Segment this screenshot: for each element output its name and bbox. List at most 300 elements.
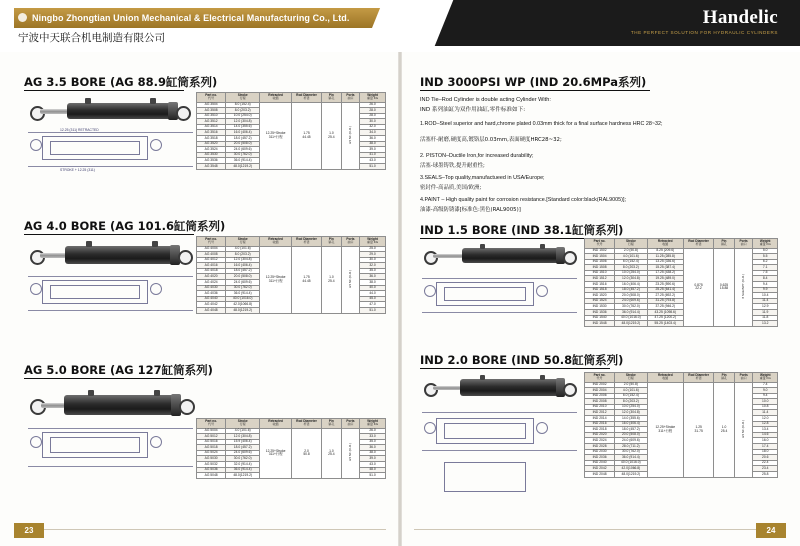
cell-stroke: 16.0 (406.4) — [226, 263, 260, 269]
cell-stroke: 32.0 (914.4) — [226, 462, 260, 468]
drawing-dim-line — [28, 428, 193, 429]
drawing-dim-line — [28, 276, 193, 277]
company-name-cn: 宁波中天联合机电制造有限公司 — [18, 32, 165, 44]
piston-rod — [433, 254, 463, 258]
cell-part-no: IND 2030 — [585, 449, 615, 455]
intro-item-3-cn: 密封件-高品质,美国/欧洲; — [420, 185, 482, 191]
cell-weight: 40.0 — [360, 285, 386, 291]
th-rod-diameter: Rod Diameter 杆径 — [292, 237, 322, 247]
cell-part-no: IND 1516 — [585, 282, 615, 288]
cell-weight: 38.0 — [360, 450, 386, 456]
cell-stroke: 12.0 (304.8) — [615, 276, 648, 282]
cell-part-no: AG 3516 — [197, 130, 226, 136]
cell-part-no: IND 2018 — [585, 427, 615, 433]
table-header-row — [585, 239, 778, 249]
cylinder-barrel — [64, 395, 176, 415]
cell-rod-diameter: 1.75 44.45 — [292, 246, 322, 313]
cell-weight: 16.0 — [753, 438, 778, 444]
drawing-section-view — [444, 462, 526, 492]
base-eye-icon — [178, 250, 193, 265]
cell-stroke: 36.0 (914.4) — [226, 158, 260, 164]
port-b — [154, 390, 160, 396]
cell-weight: 25.8 — [753, 472, 778, 478]
cell-stroke: 20.0 (508.0) — [226, 274, 260, 280]
cell-part-no: AG 4012 — [197, 257, 226, 263]
section-rule-ind3000 — [420, 90, 650, 91]
cell-stroke: 16.0 (406.4) — [615, 421, 647, 427]
cell-weight: 35.0 — [360, 439, 386, 445]
intro-item-4-cn: 油漆-高级防锈漆[标准色:黑色(RAL9005)] — [420, 207, 521, 213]
cell-weight: 20.6 — [753, 455, 778, 461]
cell-part-no: AG 4024 — [197, 280, 226, 286]
th-stroke: Stroke 行程 — [226, 237, 260, 247]
cell-weight: 36.0 — [360, 274, 386, 280]
table-body-ind15 — [585, 248, 778, 326]
brand-tagline: THE PERFECT SOLUTION FOR HYDRAULIC CYLINDERS — [630, 30, 778, 35]
cell-part-no: AG 5012 — [197, 434, 226, 440]
cell-weight: 47.0 — [360, 302, 386, 308]
cell-stroke: 8.0 (203.2) — [226, 252, 260, 258]
cell-stroke: 42.0(1066.8) — [226, 302, 260, 308]
cell-retracted: 31.25 (793.8) — [647, 298, 683, 304]
cell-weight: 11.8 — [753, 315, 778, 321]
spec-table-ag40 — [196, 236, 386, 314]
cell-part-no: AG 3510 — [197, 113, 226, 119]
cell-part-no: AG 4016 — [197, 263, 226, 269]
port-b — [540, 244, 545, 249]
drawing-outline-inner — [50, 437, 140, 453]
cell-stroke: 24.0 (609.6) — [615, 298, 648, 304]
cell-weight: 48.0 — [360, 467, 386, 473]
cell-stroke: 48.0(1219.2) — [615, 321, 648, 327]
th-rod-diameter: Rod Diameter 杆径 — [292, 419, 322, 429]
cylinder-illustration-ag35 — [30, 98, 190, 124]
cell-stroke: 24.0 (609.6) — [615, 438, 647, 444]
cell-weight: 36.0 — [360, 136, 386, 142]
cell-stroke: 48.0(1219.2) — [226, 164, 260, 170]
drawing-eye-circle-2 — [536, 285, 548, 297]
cell-stroke: 24.0 (609.6) — [226, 280, 260, 286]
section-title-ind15: IND 1.5 BORE (IND 38.1缸筒系列) — [420, 223, 624, 237]
section-title-ind20: IND 2.0 BORE (IND 50.8缸筒系列) — [420, 353, 624, 367]
drawing-eye-circle — [30, 436, 42, 448]
cell-retracted: 19.25 (489.0) — [647, 276, 683, 282]
cell-part-no: IND 1512 — [585, 276, 615, 282]
th-pin: Pin 销孔 — [714, 373, 734, 383]
cell-stroke: 12.0 (304.8) — [615, 410, 647, 416]
drawing-dim-line-2 — [422, 450, 577, 451]
drawing-dim-line — [422, 278, 577, 279]
intro-item-2-en: 2. PISTON–Ductile Iron,for increased durability; — [420, 153, 534, 159]
cell-stroke: 48.0(1219.2) — [615, 472, 647, 478]
cell-weight: 51.0 — [360, 308, 386, 314]
th-ports: Ports 油口 — [734, 373, 753, 383]
cell-part-no: AG 5048 — [197, 473, 226, 479]
cell-part-no: AG 5036 — [197, 467, 226, 473]
cylinder-illustration-ag40 — [30, 242, 190, 268]
th-part-no: Part no. 代号 — [197, 419, 226, 429]
cell-weight: 7.1 — [753, 265, 778, 271]
cell-weight: 5.5 — [753, 254, 778, 260]
cell-weight: 9.4 — [753, 393, 778, 399]
cell-stroke: 40.0 (1016.0) — [226, 296, 260, 302]
cell-weight: 5.0 — [753, 248, 778, 254]
cell-stroke: 20.0 (508.0) — [226, 141, 260, 147]
cell-weight: 7.4 — [753, 382, 778, 388]
cell-weight: 43.0 — [360, 158, 386, 164]
cell-pin: 1.0 25.4 — [321, 246, 341, 313]
cell-part-no: IND 2014 — [585, 416, 615, 422]
cell-weight: 39.0 — [360, 456, 386, 462]
cell-weight: 10.4 — [753, 293, 778, 299]
th-weight: Weight 重量 KG — [753, 373, 778, 383]
spec-table-ind15 — [584, 238, 778, 327]
cell-stroke: 8.0 (203.2) — [226, 108, 260, 114]
cell-weight: 28.0 — [360, 113, 386, 119]
cell-stroke: 8.0 (203.2) — [615, 265, 648, 271]
cell-stroke: 8.0 (152.4) — [226, 102, 260, 108]
cell-retracted: 15.25 (387.4) — [647, 265, 683, 271]
cell-stroke: 12.0 (304.8) — [226, 119, 260, 125]
cell-part-no: IND 2006 — [585, 393, 615, 399]
spec-table-ag50 — [196, 418, 386, 479]
cell-stroke: 36.0 (914.4) — [226, 291, 260, 297]
cell-part-no: IND 2042 — [585, 466, 615, 472]
intro-item-2-cn: 活塞-球墨铸铁,提升耐重性; — [420, 163, 485, 169]
cell-weight: 45.0 — [360, 296, 386, 302]
cell-stroke: 16.0 (406.4) — [615, 282, 648, 288]
drawing-dim-line-2 — [28, 310, 193, 311]
cell-weight: 32.0 — [360, 263, 386, 269]
cell-part-no: IND 2010 — [585, 404, 615, 410]
cell-weight: 17.4 — [753, 444, 778, 450]
cell-weight: 10.8 — [753, 404, 778, 410]
table-header-row — [197, 419, 386, 429]
cell-part-no: IND 2048 — [585, 472, 615, 478]
cell-weight: 18.0 — [753, 449, 778, 455]
port-b — [150, 98, 156, 104]
piston-rod — [40, 109, 68, 114]
cell-weight: 30.0 — [360, 257, 386, 263]
cell-retracted: 27.25 (692.2) — [647, 293, 683, 299]
cell-stroke: 28.0 (711.2) — [615, 444, 647, 450]
drawing-eye-circle — [30, 139, 42, 151]
cell-stroke: 48.0(1219.2) — [226, 308, 260, 314]
cell-part-no: AG 3536 — [197, 158, 226, 164]
cell-stroke: 40.0 (1016.0) — [615, 315, 648, 321]
cell-part-no: AG 5016 — [197, 439, 226, 445]
th-ports: Ports 油口 — [341, 237, 359, 247]
cell-stroke: 36.0 (914.4) — [226, 467, 260, 473]
cell-weight: 44.0 — [360, 291, 386, 297]
cell-part-no: AG 4042 — [197, 302, 226, 308]
cell-stroke: 4.0 (101.6) — [226, 428, 260, 434]
base-eye-icon — [563, 251, 577, 265]
cell-retracted: 13.25 (336.6) — [647, 259, 683, 265]
drawing-dim-line — [422, 412, 577, 413]
cell-part-no: AG 3530 — [197, 152, 226, 158]
cell-part-no: IND 2002 — [585, 382, 615, 388]
table-header-row — [585, 373, 778, 383]
cell-pin: 1.0 25.4 — [321, 102, 341, 169]
cell-part-no: AG 4020 — [197, 274, 226, 280]
intro-item-3-en: 3.SEALS–Top quality,manufactueed in USA/Europe; — [420, 175, 545, 181]
cell-part-no: AG 4030 — [197, 285, 226, 291]
table-body-ag50 — [197, 428, 386, 478]
th-ports: Ports 油口 — [341, 419, 359, 429]
cell-part-no: IND 1536 — [585, 310, 615, 316]
piston-rod — [40, 253, 66, 258]
th-ports: Ports 油口 — [341, 93, 359, 103]
cell-weight: 11.4 — [753, 298, 778, 304]
cell-part-no: AG 3512 — [197, 119, 226, 125]
cell-weight: 39.0 — [360, 147, 386, 153]
cell-retracted: 47.25 (1200.2) — [647, 315, 683, 321]
cell-part-no: AG 3514 — [197, 124, 226, 130]
cell-part-no: IND 1548 — [585, 321, 615, 327]
section-rule-ag50 — [24, 378, 184, 379]
cell-stroke: 18.0 (457.2) — [226, 268, 260, 274]
cell-retracted: 12.25+Stroke 311+行程 — [260, 428, 292, 478]
drawing-eye-circle — [424, 285, 436, 297]
port-b — [152, 241, 158, 247]
cell-part-no: AG 3518 — [197, 136, 226, 142]
cell-stroke: 20.0 (508.0) — [615, 293, 648, 299]
cell-weight: 7.5 — [753, 270, 778, 276]
drawing-eye-circle — [30, 283, 42, 295]
table-body-ag40 — [197, 246, 386, 313]
cell-weight: 22.4 — [753, 460, 778, 466]
cell-part-no: AG 5030 — [197, 456, 226, 462]
cell-retracted: 37.25 (946.2) — [647, 304, 683, 310]
cell-stroke: 30.0 (762.0) — [226, 285, 260, 291]
cell-weight: 25.0 — [360, 246, 386, 252]
cell-pin: 1.0 25.4 — [321, 428, 341, 478]
cell-part-no: IND 1530 — [585, 304, 615, 310]
drawing-eye-circle-2 — [536, 422, 548, 434]
drawing-dim-line — [28, 132, 193, 133]
intro-item-1-en: 1.ROD–Steel superior and hard,chrome plated 0.03mm thick for a final surface hardness HRC 28~32; — [420, 121, 663, 127]
cell-stroke: 36.0 (914.4) — [615, 310, 648, 316]
drawing-dim-line-2 — [28, 166, 193, 167]
th-pin: Pin 销孔 — [321, 419, 341, 429]
cell-stroke: 4.0 (101.6) — [615, 254, 648, 260]
cell-weight: 10.0 — [753, 399, 778, 405]
drawing-outline-inner — [444, 287, 526, 301]
cell-part-no: AG 4008 — [197, 252, 226, 258]
th-pin: Pin 销孔 — [321, 237, 341, 247]
intro-item-4-en: 4.PAINT – High quality paint for corrosion resistance.[Standard color:black(RAL9005)]; — [420, 197, 626, 203]
cell-weight: 33.0 — [360, 434, 386, 440]
footer-rule-right — [414, 529, 786, 530]
cell-part-no: IND 2024 — [585, 438, 615, 444]
cell-part-no: IND 1502 — [585, 248, 615, 254]
cell-weight: 41.0 — [360, 152, 386, 158]
cell-stroke: 30.0 (762.0) — [615, 304, 648, 310]
cell-stroke: 48.0(1219.2) — [226, 473, 260, 479]
cell-weight: 9.0 — [753, 388, 778, 394]
section-rule-ag35 — [24, 90, 184, 91]
cell-weight: 32.0 — [360, 124, 386, 130]
cell-stroke: 12.0 (304.8) — [226, 257, 260, 263]
cell-part-no: AG 3508 — [197, 108, 226, 114]
th-part-no: Part no. 代号 — [197, 93, 226, 103]
cell-part-no: IND 1524 — [585, 298, 615, 304]
cell-retracted: 12.25+Stroke 311+行程 — [260, 246, 292, 313]
th-weight: Weight 重量 KG — [360, 237, 386, 247]
th-weight: Weight 重量 KG — [753, 239, 778, 249]
cylinder-illustration-ind15 — [424, 244, 574, 268]
cell-stroke: 10.0 (254.0) — [226, 113, 260, 119]
cell-stroke: 20.0 (508.0) — [615, 432, 647, 438]
cell-weight: 29.0 — [360, 252, 386, 258]
cell-part-no: IND 1510 — [585, 270, 615, 276]
cell-weight: 9.9 — [753, 287, 778, 293]
cell-part-no: IND 2028 — [585, 444, 615, 450]
cell-rod-diameter: 1.75 44.45 — [292, 102, 322, 169]
cell-pin: 0.625 15.88 — [714, 248, 735, 326]
header-left — [0, 0, 400, 52]
cell-part-no: AG 5018 — [197, 445, 226, 451]
header-right — [400, 0, 800, 52]
th-rod-diameter: Rod Diameter 杆径 — [683, 239, 713, 249]
th-pin: Pin 销孔 — [321, 93, 341, 103]
page-number-right: 24 — [756, 523, 786, 538]
cell-stroke: 2.0 (50.8) — [615, 382, 647, 388]
cell-stroke: 30.0 (762.0) — [226, 456, 260, 462]
cell-weight: 36.0 — [360, 445, 386, 451]
company-name-en: Ningbo Zhongtian Union Mechanical & Electrical Manufacturing Co., Ltd. — [32, 13, 350, 23]
cell-part-no: AG 5024 — [197, 450, 226, 456]
th-stroke: Stroke 行程 — [226, 93, 260, 103]
drawing-eye-circle — [424, 422, 436, 434]
cell-part-no: IND 2020 — [585, 432, 615, 438]
cell-weight: 28.0 — [360, 108, 386, 114]
cell-weight: 34.0 — [360, 130, 386, 136]
cell-part-no: IND 1540 — [585, 315, 615, 321]
page-spine — [398, 0, 402, 546]
cell-weight: 12.9 — [753, 304, 778, 310]
cell-part-no: IND 1506 — [585, 259, 615, 265]
drawing-dim-line-2 — [422, 312, 577, 313]
cell-stroke: 14.0 (355.6) — [615, 416, 647, 422]
cell-stroke: 6.0 (152.4) — [615, 259, 648, 265]
cell-weight: 13.2 — [753, 321, 778, 327]
cell-rod-diameter: 1.25 31.75 — [683, 382, 713, 477]
th-retracted: Retracted 收缩 — [647, 239, 683, 249]
cylinder-barrel — [462, 248, 560, 263]
cell-weight: 35.0 — [360, 268, 386, 274]
cell-weight: 43.0 — [360, 462, 386, 468]
cell-stroke: 10.0 (254.0) — [615, 404, 647, 410]
base-eye-icon — [563, 383, 577, 397]
piston-rod — [41, 403, 65, 408]
intro-line-en: IND Tie–Rod Cylinder is double acting Cylinder With: — [420, 97, 551, 103]
intro-line-cn: IND 系列油缸为双作用油缸,零件标准如下: — [420, 107, 526, 113]
cell-retracted: 12.25+Stroke 311+行程 — [647, 382, 683, 477]
cell-retracted: 17.25 (438.2) — [647, 270, 683, 276]
drawing-eye-circle-2 — [150, 283, 162, 295]
table-body-ag35 — [197, 102, 386, 169]
cylinder-barrel — [67, 103, 173, 119]
cell-stroke: 18.0 (457.2) — [226, 136, 260, 142]
cell-stroke: 18.0 (457.2) — [615, 427, 647, 433]
th-weight: Weight 重量 KG — [360, 93, 386, 103]
port-a — [88, 390, 94, 396]
cell-weight: 26.0 — [360, 102, 386, 108]
company-banner — [14, 8, 390, 28]
cell-weight: 23.4 — [753, 466, 778, 472]
cell-stroke: 16.0 (406.4) — [226, 130, 260, 136]
th-rod-diameter: Rod Diameter 杆径 — [683, 373, 713, 383]
cell-part-no: AG 4004 — [197, 246, 226, 252]
section-title-ind3000: IND 3000PSI WP (IND 20.6MPa系列) — [420, 75, 647, 89]
cell-part-no: AG 3524 — [197, 147, 226, 153]
spec-table-ind20 — [584, 372, 778, 478]
th-retracted: Retracted 收缩 — [260, 419, 292, 429]
th-weight: Weight 重量 KG — [360, 419, 386, 429]
cell-stroke: 42.0(1066.8) — [615, 466, 647, 472]
th-ports: Ports 油口 — [734, 239, 753, 249]
cell-retracted: 23.25 (590.6) — [647, 282, 683, 288]
page-number-left: 23 — [14, 523, 44, 538]
th-stroke: Stroke 行程 — [615, 239, 648, 249]
section-title-ag40: AG 4.0 BORE (AG 101.6缸筒系列) — [24, 219, 226, 233]
brand-bar — [400, 0, 800, 46]
cell-stroke: 24.0 (609.6) — [226, 147, 260, 153]
th-retracted: Retracted 收缩 — [260, 237, 292, 247]
cell-part-no: IND 2016 — [585, 421, 615, 427]
cell-part-no: IND 1504 — [585, 254, 615, 260]
th-part-no: Part no. 代号 — [197, 237, 226, 247]
section-title-ag35: AG 3.5 BORE (AG 88.9缸筒系列) — [24, 75, 218, 89]
th-stroke: Stroke 行程 — [226, 419, 260, 429]
footer-rule-left — [14, 529, 386, 530]
cell-part-no: IND 1520 — [585, 293, 615, 299]
cell-weight: 9.4 — [753, 282, 778, 288]
section-rule-ind15 — [420, 238, 610, 239]
drawing-eye-circle-2 — [150, 139, 162, 151]
cylinder-illustration-ag50 — [30, 392, 190, 418]
cylinder-barrel — [65, 246, 175, 264]
drawing-dim-line-2 — [28, 466, 193, 467]
cell-part-no: AG 5032 — [197, 462, 226, 468]
cell-part-no: AG 3548 — [197, 164, 226, 170]
cell-retracted: 43.25 (1098.6) — [647, 310, 683, 316]
cell-weight: 11.9 — [753, 310, 778, 316]
drawing-note-2: STROKE + 12.25 (311) — [60, 168, 95, 172]
cell-part-no: IND 1518 — [585, 287, 615, 293]
cell-ports: 3/4 NF (O-R.) — [734, 382, 753, 477]
th-part-no: Part no. 代号 — [585, 239, 615, 249]
section-rule-ind20 — [420, 368, 610, 369]
cylinder-illustration-ind20 — [424, 376, 574, 400]
cell-weight: 12.0 — [753, 416, 778, 422]
cell-ports: 3/4 NF (O-R.) — [341, 246, 359, 313]
cell-part-no: IND 2004 — [585, 388, 615, 394]
base-eye-icon — [176, 106, 191, 121]
cell-part-no: AG 5004 — [197, 428, 226, 434]
th-retracted: Retracted 收缩 — [260, 93, 292, 103]
cell-stroke: 36.0 (914.4) — [615, 455, 647, 461]
table-body-ind20 — [585, 382, 778, 477]
cell-stroke: 4.0 (101.6) — [615, 388, 647, 394]
cell-stroke: 15.9 (406.4) — [226, 439, 260, 445]
cell-stroke: 6.0 (152.4) — [615, 393, 647, 399]
cell-retracted: 25.25 (641.4) — [647, 287, 683, 293]
table-header-row — [197, 93, 386, 103]
th-stroke: Stroke 行程 — [615, 373, 647, 383]
